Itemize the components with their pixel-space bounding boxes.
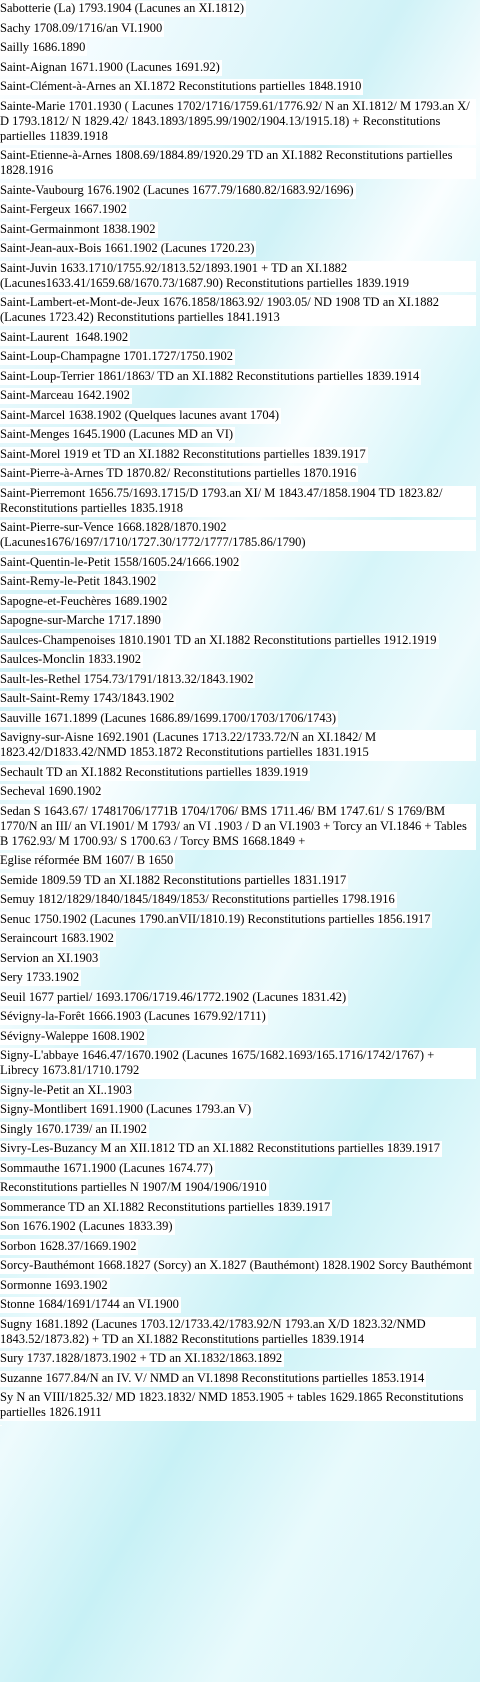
list-item: Sury 1737.1828/1873.1902 + TD an XI.1832/1863.1892 <box>0 1351 283 1365</box>
list-item: Sivry-Les-Buzancy M an XII.1812 TD an XI.1882 Reconstitutions partielles 1839.1917 <box>0 1141 440 1155</box>
list-item: Sapogne-et-Feuchères 1689.1902 <box>0 593 168 608</box>
list-item: Signy-L'abbaye 1646.47/1670.1902 (Lacunes 1675/1682.1693/165.1716/1742/1767) + Librecy 1673.81/1710.1792 <box>0 1048 476 1079</box>
list-item: Eglise réformée BM 1607/ B 1650 <box>0 853 174 867</box>
list-item: Sachy 1708.09/1716/an VI.1900 <box>0 20 163 35</box>
list-item: Saint-Aignan 1671.1900 (Lacunes 1691.92) <box>0 59 220 74</box>
list-item: Sedan S 1643.67/ 17481706/1771B 1704/1706/ BMS 1711.46/ BM 1747.61/ S 1769/BM 1770/N an III/ an VI.1901/ M 1793/ an VI .1903 / D an VI.1903 + Torcy an VI.1846 + Tables B 1762.93/ M 1700.93/ S 1700.63 / Torcy BMS 1668.1849 + <box>0 804 476 850</box>
list-item: Saint-Juvin 1633.1710/1755.92/1813.52/1893.1901 + TD an XI.1882 (Lacunes1633.41/1659.68/1670.73/1687.90) Reconstitutions partielles 1839.1919 <box>0 261 476 292</box>
list-item: Semide 1809.59 TD an XI.1882 Reconstitutions partielles 1831.1917 <box>0 872 347 887</box>
list-item: Saint-Quentin-le-Petit 1558/1605.24/1666.1902 <box>0 554 240 569</box>
list-item: Singly 1670.1739/ an II.1902 <box>0 1121 147 1136</box>
list-item: Saulces-Monclin 1833.1902 <box>0 652 141 666</box>
list-item: Saint-Laurent 1648.1902 <box>0 329 129 344</box>
list-item: Sy N an VIII/1825.32/ MD 1823.1832/ NMD 1853.1905 + tables 1629.1865 Reconstitutions partielles 1826.1911 <box>0 1390 476 1421</box>
list-item: Secheval 1690.1902 <box>0 784 102 798</box>
list-item: Semuy 1812/1829/1840/1845/1849/1853/ Reconstitutions partielles 1798.1916 <box>0 892 395 906</box>
list-item: Saint-Fergeux 1667.1902 <box>0 202 127 216</box>
list-item: Saint-Pierre-à-Arnes TD 1870.82/ Reconstitutions partielles 1870.1916 <box>0 466 357 480</box>
list-item: Seraincourt 1683.1902 <box>0 931 114 945</box>
list-item: Sault-Saint-Remy 1743/1843.1902 <box>0 691 175 705</box>
list-item: Signy-Montlibert 1691.1900 (Lacunes 1793.an V) <box>0 1102 252 1116</box>
list-item: Sechault TD an XI.1882 Reconstitutions partielles 1839.1919 <box>0 764 309 779</box>
list-item: Senuc 1750.1902 (Lacunes 1790.anVII/1810.19) Reconstitutions partielles 1856.1917 <box>0 911 431 926</box>
list-item: Sery 1733.1902 <box>0 970 80 984</box>
list-item: Sainte-Vaubourg 1676.1902 (Lacunes 1677.79/1680.82/1683.92/1696) <box>0 182 354 197</box>
list-item <box>0 1425 2 1426</box>
list-item: Saint-Loup-Terrier 1861/1863/ TD an XI.1882 Reconstitutions partielles 1839.1914 <box>0 368 420 383</box>
list-item: Saint-Jean-aux-Bois 1661.1902 (Lacunes 1720.23) <box>0 241 255 255</box>
list-item: Sugny 1681.1892 (Lacunes 1703.12/1733.42/1783.92/N 1793.an X/D 1823.32/NMD 1843.52/1873.82) + TD an XI.1882 Reconstitutions partielles 1839.1914 <box>0 1317 476 1348</box>
list-item: Saint-Marcel 1638.1902 (Quelques lacunes avant 1704) <box>0 407 280 422</box>
list-item: Saint-Morel 1919 et TD an XI.1882 Reconstitutions partielles 1839.1917 <box>0 446 366 461</box>
list-item: Son 1676.1902 (Lacunes 1833.39) <box>0 1219 173 1233</box>
list-item: Sainte-Marie 1701.1930 ( Lacunes 1702/1716/1759.61/1776.92/ N an XI.1812/ M 1793.an X/ D 1793.1812/ N 1829.42/ 1843.1893/1895.99/1902/1904.13/1915.18) + Reconstitutions partielles 11839.1918 <box>0 99 476 145</box>
list-item: Saint-Remy-le-Petit 1843.1902 <box>0 574 157 588</box>
list-item: Sauville 1671.1899 (Lacunes 1686.89/1699.1700/1703/1706/1743) <box>0 710 337 725</box>
list-item: Sévigny-la-Forêt 1666.1903 (Lacunes 1679.92/1711) <box>0 1009 266 1023</box>
list-item: Seuil 1677 partiel/ 1693.1706/1719.46/1772.1902 (Lacunes 1831.42) <box>0 989 347 1004</box>
list-item: Saulces-Champenoises 1810.1901 TD an XI.1882 Reconstitutions partielles 1912.1919 <box>0 632 437 647</box>
list-item: Sailly 1686.1890 <box>0 40 86 54</box>
list-item: Saint-Pierre-sur-Vence 1668.1828/1870.1902 (Lacunes1676/1697/1710/1727.30/1772/1777/1785.86/1790) <box>0 520 476 551</box>
list-item: Saint-Marceau 1642.1902 <box>0 388 130 402</box>
list-item: Sormonne 1693.1902 <box>0 1277 108 1292</box>
list-item: Reconstitutions partielles N 1907/M 1904/1906/1910 <box>0 1180 267 1194</box>
list-item: Saint-Germainmont 1838.1902 <box>0 221 156 236</box>
list-item: Sapogne-sur-Marche 1717.1890 <box>0 613 161 627</box>
list-item: Suzanne 1677.84/N an IV. V/ NMD an VI.1898 Reconstitutions partielles 1853.1914 <box>0 1370 425 1385</box>
list-item: Sévigny-Waleppe 1608.1902 <box>0 1028 145 1043</box>
list-item: Saint-Clément-à-Arnes an XI.1872 Reconstitutions partielles 1848.1910 <box>0 79 362 93</box>
list-item: Servion an XI.1903 <box>0 950 99 965</box>
list-item: Saint-Loup-Champagne 1701.1727/1750.1902 <box>0 349 233 363</box>
list-item: Sommauthe 1671.1900 (Lacunes 1674.77) <box>0 1160 213 1175</box>
list-item: Saint-Etienne-à-Arnes 1808.69/1884.89/1920.29 TD an XI.1882 Reconstitutions partielles 1828.1916 <box>0 148 476 179</box>
list-item: Sorbon 1628.37/1669.1902 <box>0 1238 137 1253</box>
list-item: Sault-les-Rethel 1754.73/1791/1813.32/1843.1902 <box>0 671 254 686</box>
list-item: Saint-Pierremont 1656.75/1693.1715/D 1793.an XI/ M 1843.47/1858.1904 TD 1823.82/ Reconstitutions partielles 1835.1918 <box>0 486 476 517</box>
list-item: Saint-Menges 1645.1900 (Lacunes MD an VI) <box>0 427 234 441</box>
list-item: Savigny-sur-Aisne 1692.1901 (Lacunes 1713.22/1733.72/N an XI.1842/ M 1823.42/D1833.42/NMD 1853.1872 Reconstitutions partielles 1831.1915 <box>0 730 476 761</box>
list-item: Sorcy-Bauthémont 1668.1827 (Sorcy) an X.1827 (Bauthémont) 1828.1902 Sorcy Bauthémont <box>0 1258 472 1272</box>
list-item: Signy-le-Petit an XI..1903 <box>0 1082 132 1097</box>
list-item: Sommerance TD an XI.1882 Reconstitutions partielles 1839.1917 <box>0 1199 331 1214</box>
list-item: Saint-Lambert-et-Mont-de-Jeux 1676.1858/1863.92/ 1903.05/ ND 1908 TD an XI.1882 (Lacunes 1723.42) Reconstitutions partielles 1841.1913 <box>0 295 476 326</box>
list-item: Stonne 1684/1691/1744 an VI.1900 <box>0 1297 179 1311</box>
list-item: Sabotterie (La) 1793.1904 (Lacunes an XI.1812) <box>0 1 245 15</box>
